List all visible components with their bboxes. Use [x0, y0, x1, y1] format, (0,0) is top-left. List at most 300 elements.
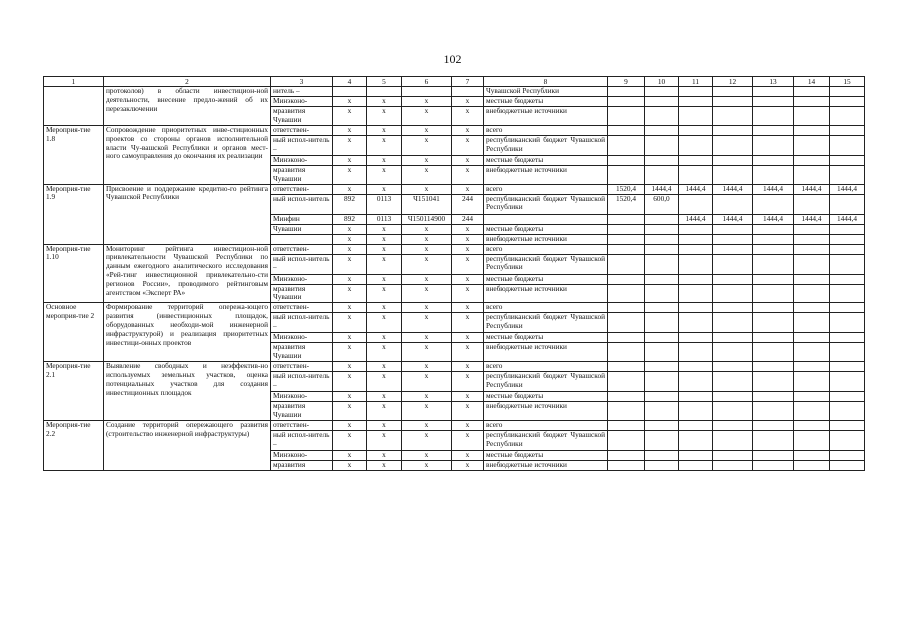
year-amount-cell: [713, 333, 753, 343]
year-amount-cell: [794, 284, 830, 303]
year-amount-cell: [645, 333, 679, 343]
column-number-cell: 3: [271, 77, 333, 87]
section-code-cell: 0113: [367, 194, 402, 214]
year-amount-cell: [713, 135, 753, 155]
year-amount-cell: [830, 420, 865, 430]
executor-cell: ответствен-: [271, 244, 333, 254]
year-amount-cell: [830, 450, 865, 460]
executor-cell: ответствен-: [271, 303, 333, 313]
target-article-cell: x: [402, 234, 452, 244]
year-amount-cell: [830, 303, 865, 313]
year-amount-cell: [794, 402, 830, 421]
year-amount-cell: [608, 274, 645, 284]
funding-source-cell: всего: [484, 244, 608, 254]
executor-cell: мразвития Чувашии: [271, 107, 333, 126]
section-code-cell: x: [367, 244, 402, 254]
target-article-cell: x: [402, 135, 452, 155]
section-code-cell: x: [367, 343, 402, 362]
column-number-cell: 5: [367, 77, 402, 87]
grbs-code-cell: x: [333, 303, 367, 313]
year-amount-cell: [608, 155, 645, 165]
year-amount-cell: [830, 274, 865, 284]
year-amount-cell: [753, 244, 794, 254]
grbs-code-cell: x: [333, 343, 367, 362]
executor-cell: Минэконо-: [271, 97, 333, 107]
year-amount-cell: [645, 372, 679, 392]
section-code-cell: x: [367, 234, 402, 244]
year-amount-cell: [753, 303, 794, 313]
funding-source-cell: местные бюджеты: [484, 392, 608, 402]
executor-cell: Минфин: [271, 214, 333, 224]
funding-source-cell: местные бюджеты: [484, 97, 608, 107]
year-amount-cell: [830, 194, 865, 214]
year-amount-cell: [794, 362, 830, 372]
year-amount-cell: [753, 135, 794, 155]
year-amount-cell: [794, 107, 830, 126]
expense-type-cell: x: [452, 402, 484, 421]
expense-type-cell: x: [452, 343, 484, 362]
year-amount-cell: [645, 460, 679, 470]
measure-code-cell: Мероприя-тие 1.8: [44, 125, 104, 184]
year-amount-cell: [713, 372, 753, 392]
section-code-cell: x: [367, 303, 402, 313]
year-amount-cell: [679, 333, 713, 343]
measure-name-cell: Мониторинг рейтинга инвестицион-ной привлекательности Чувашской Республики по данным ежегодного аналитического исследования «Рей-тинг инвестиционной привлекательно-сти регионов России», проводимого рейтинговым агентством «Эксперт РА»: [104, 244, 271, 303]
year-amount-cell: [713, 420, 753, 430]
year-amount-cell: [830, 460, 865, 470]
year-amount-cell: [794, 254, 830, 274]
year-amount-cell: [713, 97, 753, 107]
target-article-cell: x: [402, 372, 452, 392]
year-amount-cell: [713, 165, 753, 184]
target-article-cell: x: [402, 254, 452, 274]
year-amount-cell: [753, 372, 794, 392]
expense-type-cell: x: [452, 135, 484, 155]
section-code-cell: x: [367, 392, 402, 402]
grbs-code-cell: x: [333, 244, 367, 254]
year-amount-cell: [794, 87, 830, 97]
funding-source-cell: [484, 214, 608, 224]
executor-cell: ответствен-: [271, 125, 333, 135]
year-amount-cell: [679, 194, 713, 214]
year-amount-cell: [830, 430, 865, 450]
year-amount-cell: [645, 214, 679, 224]
year-amount-cell: [679, 107, 713, 126]
grbs-code-cell: x: [333, 460, 367, 470]
year-amount-cell: [753, 97, 794, 107]
year-amount-cell: [608, 214, 645, 224]
year-amount-cell: [830, 343, 865, 362]
year-amount-cell: [645, 450, 679, 460]
executor-cell: Минэконо-: [271, 392, 333, 402]
year-amount-cell: [679, 135, 713, 155]
column-number-cell: 13: [753, 77, 794, 87]
year-amount-cell: [679, 284, 713, 303]
year-amount-cell: [679, 402, 713, 421]
table-row: [44, 87, 865, 97]
measure-name-cell: протоколов) в области инвестицион-ной деятельности, внесение предло-жений об их перезаключении: [104, 87, 271, 126]
year-amount-cell: [713, 303, 753, 313]
year-amount-cell: [645, 284, 679, 303]
year-amount-cell: [645, 125, 679, 135]
funding-source-cell: внебюджетные источники: [484, 234, 608, 244]
year-amount-cell: [608, 284, 645, 303]
year-amount-cell: [794, 392, 830, 402]
year-amount-cell: [794, 165, 830, 184]
section-code-cell: x: [367, 420, 402, 430]
column-number-cell: 9: [608, 77, 645, 87]
expense-type-cell: x: [452, 430, 484, 450]
year-amount-cell: [794, 430, 830, 450]
year-amount-cell: [713, 450, 753, 460]
executor-cell: ный испол-нитель –: [271, 372, 333, 392]
funding-source-cell: республиканский бюджет Чувашской Республики: [484, 194, 608, 214]
executor-cell: Минэконо-: [271, 450, 333, 460]
table-row: [44, 362, 865, 372]
section-code-cell: x: [367, 402, 402, 421]
funding-source-cell: всего: [484, 184, 608, 194]
year-amount-cell: [645, 87, 679, 97]
year-amount-cell: [753, 155, 794, 165]
year-amount-cell: [608, 224, 645, 234]
column-number-row: [44, 77, 865, 87]
expense-type-cell: 244: [452, 194, 484, 214]
column-number-cell: 7: [452, 77, 484, 87]
year-amount-cell: [830, 244, 865, 254]
year-amount-cell: [713, 125, 753, 135]
target-article-cell: x: [402, 420, 452, 430]
year-amount-cell: [753, 450, 794, 460]
year-amount-cell: [830, 313, 865, 333]
year-amount-cell: [608, 402, 645, 421]
year-amount-cell: [830, 155, 865, 165]
table-row: [44, 244, 865, 254]
year-amount-cell: [830, 224, 865, 234]
year-amount-cell: [794, 343, 830, 362]
year-amount-cell: [794, 313, 830, 333]
expense-type-cell: x: [452, 254, 484, 274]
year-amount-cell: [679, 313, 713, 333]
table-row: [44, 420, 865, 430]
year-amount-cell: 1444,4: [753, 214, 794, 224]
executor-cell: мразвития Чувашии: [271, 165, 333, 184]
year-amount-cell: [679, 244, 713, 254]
grbs-code-cell: x: [333, 362, 367, 372]
executor-cell: ный испол-нитель: [271, 194, 333, 214]
year-amount-cell: [645, 135, 679, 155]
section-code-cell: x: [367, 184, 402, 194]
year-amount-cell: 1444,4: [830, 214, 865, 224]
target-article-cell: x: [402, 362, 452, 372]
section-code-cell: x: [367, 254, 402, 274]
page-number: 102: [443, 52, 462, 66]
year-amount-cell: [753, 402, 794, 421]
year-amount-cell: [713, 254, 753, 274]
expense-type-cell: x: [452, 460, 484, 470]
funding-source-cell: республиканский бюджет Чувашской Республики: [484, 430, 608, 450]
year-amount-cell: [645, 303, 679, 313]
grbs-code-cell: x: [333, 420, 367, 430]
year-amount-cell: [830, 125, 865, 135]
section-code-cell: x: [367, 125, 402, 135]
year-amount-cell: [794, 460, 830, 470]
expense-type-cell: [452, 87, 484, 97]
expense-type-cell: x: [452, 107, 484, 126]
executor-cell: ответствен-: [271, 184, 333, 194]
year-amount-cell: [794, 333, 830, 343]
year-amount-cell: [645, 155, 679, 165]
year-amount-cell: [679, 372, 713, 392]
measure-code-cell: Мероприя-тие 2.1: [44, 362, 104, 421]
expense-type-cell: x: [452, 224, 484, 234]
measure-name-cell: Присвоение и поддержание кредитно-го рейтинга Чувашской Республики: [104, 184, 271, 244]
year-amount-cell: [713, 402, 753, 421]
grbs-code-cell: 892: [333, 214, 367, 224]
target-article-cell: x: [402, 274, 452, 284]
year-amount-cell: [753, 362, 794, 372]
year-amount-cell: [608, 460, 645, 470]
column-number-cell: 8: [484, 77, 608, 87]
executor-cell: ный испол-нитель –: [271, 135, 333, 155]
executor-cell: мразвития Чувашии: [271, 402, 333, 421]
year-amount-cell: 1520,4: [608, 184, 645, 194]
year-amount-cell: 1444,4: [794, 184, 830, 194]
year-amount-cell: [753, 313, 794, 333]
target-article-cell: x: [402, 303, 452, 313]
grbs-code-cell: x: [333, 274, 367, 284]
funding-source-cell: внебюджетные источники: [484, 343, 608, 362]
year-amount-cell: [794, 303, 830, 313]
year-amount-cell: [753, 107, 794, 126]
year-amount-cell: [679, 234, 713, 244]
column-number-cell: 4: [333, 77, 367, 87]
executor-cell: Минэконо-: [271, 274, 333, 284]
year-amount-cell: [608, 244, 645, 254]
year-amount-cell: [645, 234, 679, 244]
executor-cell: Чувашии: [271, 224, 333, 234]
year-amount-cell: [713, 430, 753, 450]
year-amount-cell: [608, 165, 645, 184]
measure-code-cell: Мероприя-тие 1.10: [44, 244, 104, 303]
measure-code-cell: Основное мероприя-тие 2: [44, 303, 104, 362]
year-amount-cell: [753, 254, 794, 274]
grbs-code-cell: x: [333, 135, 367, 155]
year-amount-cell: [679, 430, 713, 450]
measure-name-cell: Формирование территорий опережа-ющего развития (инвестиционных площадок, оборудованных необходи-мой инженерной инфраструктурой) и реализация приоритетных инвестици-онных проектов: [104, 303, 271, 362]
section-code-cell: x: [367, 333, 402, 343]
grbs-code-cell: x: [333, 125, 367, 135]
year-amount-cell: [713, 155, 753, 165]
year-amount-cell: [830, 254, 865, 274]
year-amount-cell: [608, 372, 645, 392]
year-amount-cell: [713, 244, 753, 254]
year-amount-cell: 1444,4: [645, 184, 679, 194]
year-amount-cell: [830, 284, 865, 303]
executor-cell: мразвития Чувашии: [271, 284, 333, 303]
funding-source-cell: республиканский бюджет Чувашской Республики: [484, 254, 608, 274]
column-number-cell: 6: [402, 77, 452, 87]
expense-type-cell: x: [452, 97, 484, 107]
expense-type-cell: 244: [452, 214, 484, 224]
section-code-cell: 0113: [367, 214, 402, 224]
column-number-cell: 15: [830, 77, 865, 87]
measure-code-cell: Мероприя-тие 1.9: [44, 184, 104, 244]
grbs-code-cell: x: [333, 224, 367, 234]
year-amount-cell: [679, 165, 713, 184]
year-amount-cell: [753, 87, 794, 97]
expense-type-cell: x: [452, 392, 484, 402]
funding-source-cell: всего: [484, 303, 608, 313]
table-row: [44, 303, 865, 313]
year-amount-cell: 600,0: [645, 194, 679, 214]
year-amount-cell: [830, 392, 865, 402]
target-article-cell: x: [402, 107, 452, 126]
year-amount-cell: [645, 165, 679, 184]
year-amount-cell: 1444,4: [679, 214, 713, 224]
year-amount-cell: [679, 274, 713, 284]
expense-type-cell: x: [452, 284, 484, 303]
funding-source-cell: Чувашской Республики: [484, 87, 608, 97]
column-number-cell: 11: [679, 77, 713, 87]
section-code-cell: x: [367, 165, 402, 184]
grbs-code-cell: x: [333, 97, 367, 107]
expense-type-cell: x: [452, 165, 484, 184]
funding-source-cell: местные бюджеты: [484, 274, 608, 284]
year-amount-cell: [645, 420, 679, 430]
program-funding-table: [43, 76, 865, 471]
target-article-cell: x: [402, 284, 452, 303]
year-amount-cell: [608, 234, 645, 244]
year-amount-cell: [608, 420, 645, 430]
year-amount-cell: [753, 125, 794, 135]
expense-type-cell: x: [452, 362, 484, 372]
executor-cell: [271, 234, 333, 244]
section-code-cell: x: [367, 155, 402, 165]
year-amount-cell: [608, 430, 645, 450]
year-amount-cell: [608, 107, 645, 126]
section-code-cell: x: [367, 313, 402, 333]
grbs-code-cell: x: [333, 430, 367, 450]
target-article-cell: [402, 87, 452, 97]
year-amount-cell: [645, 362, 679, 372]
year-amount-cell: [713, 362, 753, 372]
column-number-cell: 12: [713, 77, 753, 87]
year-amount-cell: [830, 234, 865, 244]
expense-type-cell: x: [452, 184, 484, 194]
section-code-cell: [367, 87, 402, 97]
year-amount-cell: [794, 372, 830, 392]
year-amount-cell: [713, 460, 753, 470]
funding-source-cell: местные бюджеты: [484, 333, 608, 343]
funding-source-cell: внебюджетные источники: [484, 402, 608, 421]
year-amount-cell: [713, 274, 753, 284]
target-article-cell: x: [402, 333, 452, 343]
year-amount-cell: [608, 450, 645, 460]
year-amount-cell: [608, 135, 645, 155]
year-amount-cell: 1444,4: [794, 214, 830, 224]
year-amount-cell: [753, 460, 794, 470]
year-amount-cell: [645, 313, 679, 333]
target-article-cell: x: [402, 244, 452, 254]
year-amount-cell: 1520,4: [608, 194, 645, 214]
section-code-cell: x: [367, 430, 402, 450]
year-amount-cell: [645, 392, 679, 402]
target-article-cell: x: [402, 224, 452, 234]
year-amount-cell: [679, 460, 713, 470]
expense-type-cell: x: [452, 313, 484, 333]
target-article-cell: x: [402, 460, 452, 470]
year-amount-cell: [753, 165, 794, 184]
year-amount-cell: [679, 155, 713, 165]
year-amount-cell: [794, 420, 830, 430]
measure-name-cell: Выявление свободных и неэффектив-но используемых земельных участков, оценка потенциальных участков для создания инвестиционных площадок: [104, 362, 271, 421]
year-amount-cell: [753, 194, 794, 214]
year-amount-cell: [794, 97, 830, 107]
section-code-cell: x: [367, 284, 402, 303]
expense-type-cell: x: [452, 274, 484, 284]
year-amount-cell: [645, 430, 679, 450]
year-amount-cell: [794, 244, 830, 254]
year-amount-cell: [679, 125, 713, 135]
funding-source-cell: республиканский бюджет Чувашской Республики: [484, 135, 608, 155]
section-code-cell: x: [367, 224, 402, 234]
target-article-cell: Ч151041: [402, 194, 452, 214]
grbs-code-cell: x: [333, 313, 367, 333]
year-amount-cell: [713, 87, 753, 97]
year-amount-cell: [753, 420, 794, 430]
funding-source-cell: внебюджетные источники: [484, 460, 608, 470]
grbs-code-cell: x: [333, 392, 367, 402]
section-code-cell: x: [367, 135, 402, 155]
year-amount-cell: [679, 224, 713, 234]
grbs-code-cell: 892: [333, 194, 367, 214]
year-amount-cell: [608, 254, 645, 274]
year-amount-cell: [679, 97, 713, 107]
grbs-code-cell: x: [333, 450, 367, 460]
year-amount-cell: [830, 97, 865, 107]
executor-cell: ный испол-нитель –: [271, 313, 333, 333]
year-amount-cell: [753, 430, 794, 450]
executor-cell: ный испол-нитель –: [271, 254, 333, 274]
year-amount-cell: [645, 343, 679, 362]
funding-source-cell: местные бюджеты: [484, 224, 608, 234]
funding-source-cell: всего: [484, 420, 608, 430]
year-amount-cell: [794, 135, 830, 155]
grbs-code-cell: x: [333, 402, 367, 421]
year-amount-cell: [794, 155, 830, 165]
executor-cell: ответствен-: [271, 362, 333, 372]
year-amount-cell: [713, 284, 753, 303]
year-amount-cell: [794, 194, 830, 214]
year-amount-cell: [713, 234, 753, 244]
column-number-cell: 2: [104, 77, 271, 87]
expense-type-cell: x: [452, 303, 484, 313]
expense-type-cell: x: [452, 155, 484, 165]
year-amount-cell: [679, 87, 713, 97]
expense-type-cell: x: [452, 125, 484, 135]
year-amount-cell: [679, 303, 713, 313]
year-amount-cell: [608, 87, 645, 97]
year-amount-cell: [713, 392, 753, 402]
year-amount-cell: 1444,4: [830, 184, 865, 194]
grbs-code-cell: x: [333, 333, 367, 343]
year-amount-cell: [608, 125, 645, 135]
expense-type-cell: x: [452, 333, 484, 343]
year-amount-cell: [645, 107, 679, 126]
section-code-cell: x: [367, 362, 402, 372]
target-article-cell: x: [402, 125, 452, 135]
executor-cell: нитель –: [271, 87, 333, 97]
